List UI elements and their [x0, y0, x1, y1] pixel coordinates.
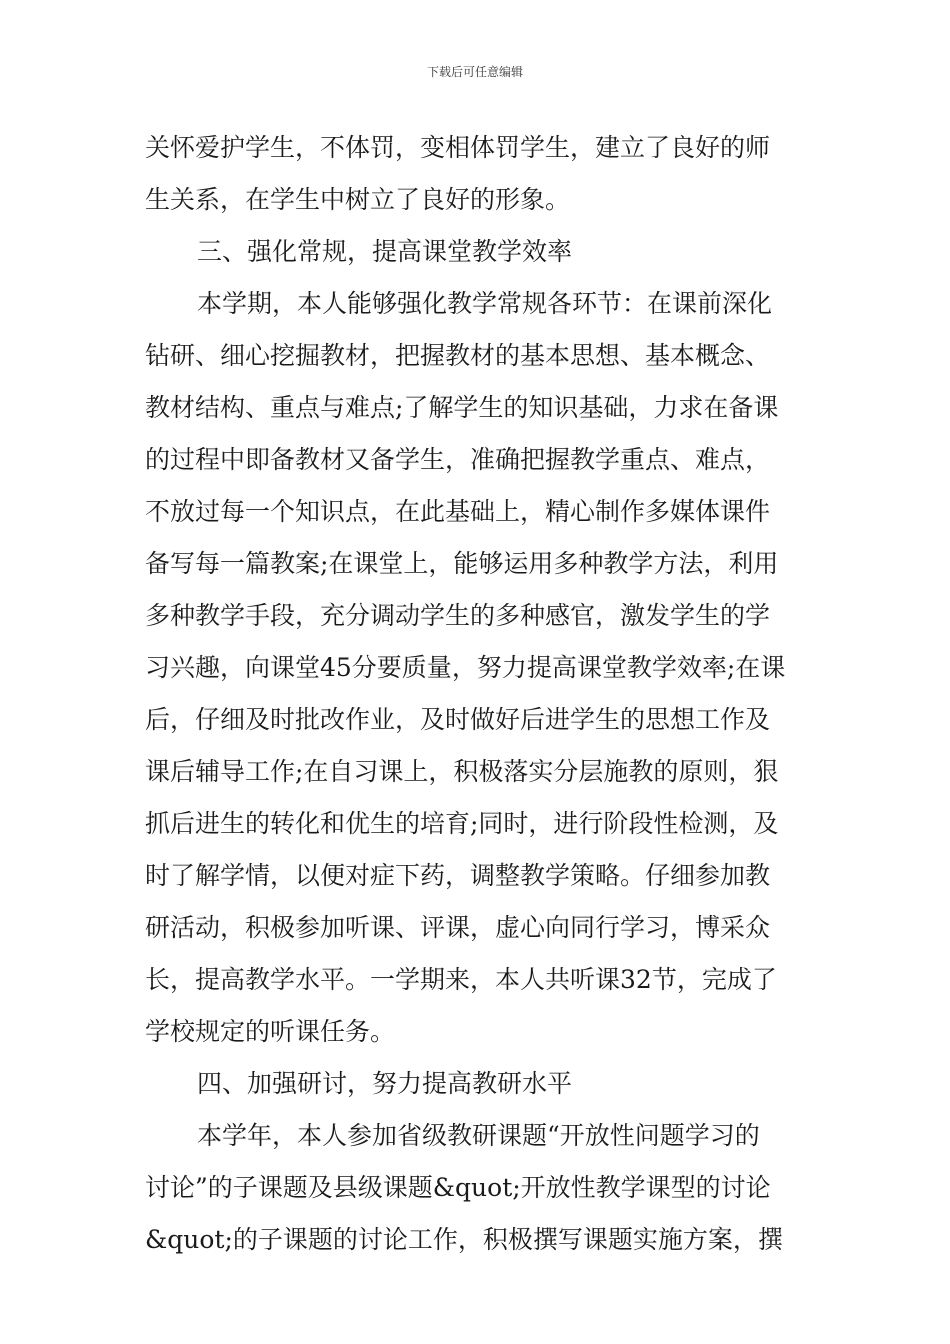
body-text-line: 抓后进生的转化和优生的培育;同时，进行阶段性检测，及	[145, 809, 779, 838]
body-text-line: 生关系，在学生中树立了良好的形象。	[145, 185, 571, 214]
body-text-line: 本学期，本人能够强化教学常规各环节：在课前深化	[197, 289, 773, 318]
body-text-line: 备写每一篇教案;在课堂上，能够运用多种教学方法，利用	[145, 549, 779, 578]
body-text-line: 教材结构、重点与难点;了解学生的知识基础，力求在备课	[145, 393, 779, 422]
body-text-line: 讨论”的子课题及县级课题&quot;开放性教学课型的讨论	[145, 1173, 771, 1202]
section-heading-3: 三、强化常规，提高课堂教学效率	[197, 237, 573, 266]
body-text-line: 多种教学手段，充分调动学生的多种感官，激发学生的学	[145, 601, 771, 630]
body-text-line: 学校规定的听课任务。	[145, 1017, 396, 1046]
body-text-line: 时了解学情，以便对症下药，调整教学策略。仔细参加教	[145, 861, 771, 890]
document-body	[145, 122, 810, 1266]
body-text-line: &quot;的子课题的讨论工作，积极撰写课题实施方案，撰	[145, 1225, 783, 1254]
body-text-line: 本学年，本人参加省级教研课题“开放性问题学习的	[197, 1121, 760, 1150]
body-text-line: 后，仔细及时批改作业，及时做好后进学生的思想工作及	[145, 705, 771, 734]
body-text-line: 不放过每一个知识点，在此基础上，精心制作多媒体课件	[145, 497, 771, 526]
section-heading-4: 四、加强研讨，努力提高教研水平	[197, 1069, 573, 1098]
body-text-line: 课后辅导工作;在自习课上，积极落实分层施教的原则，狠	[145, 757, 779, 786]
body-text-line: 长，提高教学水平。一学期来，本人共听课32节，完成了	[145, 965, 777, 994]
body-text-line: 研活动，积极参加听课、评课，虚心向同行学习，博采众	[145, 913, 771, 942]
body-text-line: 钻研、细心挖掘教材，把握教材的基本思想、基本概念、	[145, 341, 771, 370]
page-header-note: 下载后可任意编辑	[426, 65, 523, 79]
body-text-line: 的过程中即备教材又备学生，准确把握教学重点、难点，	[145, 445, 771, 474]
body-text-line: 习兴趣，向课堂45分要质量，努力提高课堂教学效率;在课	[145, 653, 786, 682]
body-text-line: 关怀爱护学生，不体罚，变相体罚学生，建立了良好的师	[145, 133, 771, 162]
